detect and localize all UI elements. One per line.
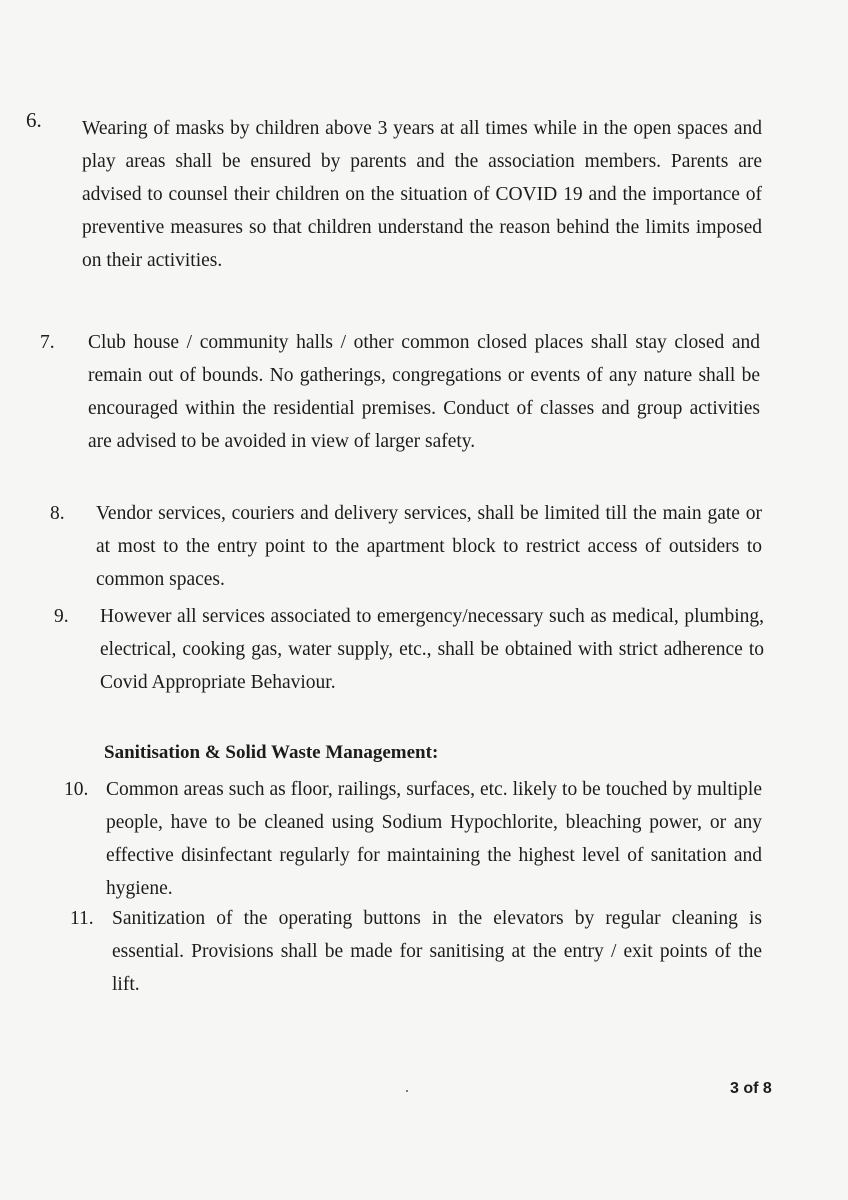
- item-text: Wearing of masks by children above 3 years at all times while in the open spaces and play areas shall be ensured by parents and the association members. Parents are advised to counsel their children on the situation of COVID 19 and the importance of preventive measures so that children understand the reason behind the limits imposed on their activities.: [82, 118, 762, 271]
- list-item-7: [40, 326, 760, 458]
- item-number: 10.: [64, 779, 89, 800]
- item-number: 11.: [70, 908, 94, 929]
- list-item-8: [50, 497, 762, 596]
- list-item-11: [70, 902, 762, 1001]
- item-number: 6.: [26, 108, 42, 132]
- item-text: Club house / community halls / other common closed places shall stay closed and remain out of bounds. No gatherings, congregations or events of any nature shall be encouraged within the residential premises. Conduct of classes and group activities are advised to be avoided in view of larger safety.: [88, 332, 760, 452]
- page-number: 3 of 8: [730, 1080, 772, 1097]
- section-heading: Sanitisation & Solid Waste Management:: [104, 742, 439, 763]
- item-text: Vendor services, couriers and delivery services, shall be limited till the main gate or at most to the entry point to the apartment block to restrict access of outsiders to common spaces.: [96, 503, 762, 590]
- item-text: Common areas such as floor, railings, surfaces, etc. likely to be touched by multiple people, have to be cleaned using Sodium Hypochlorite, bleaching power, or any effective disinfectant regularly for maintaining the highest level of sanitation and hygiene.: [106, 779, 762, 899]
- item-text: Sanitization of the operating buttons in the elevators by regular cleaning is essential. Provisions shall be made for sanitising at the entry / exit points of the lift.: [112, 908, 762, 995]
- item-number: 8.: [50, 503, 65, 524]
- list-item-6: [26, 108, 762, 277]
- scan-speck: [406, 1090, 408, 1092]
- list-item-10: [64, 773, 762, 905]
- item-number: 7.: [40, 332, 55, 353]
- item-number: 9.: [54, 606, 69, 627]
- list-item-9: [54, 600, 764, 699]
- item-text: However all services associated to emergency/necessary such as medical, plumbing, electrical, cooking gas, water supply, etc., shall be obtained with strict adherence to Covid Appropriate Behaviour.: [100, 606, 764, 693]
